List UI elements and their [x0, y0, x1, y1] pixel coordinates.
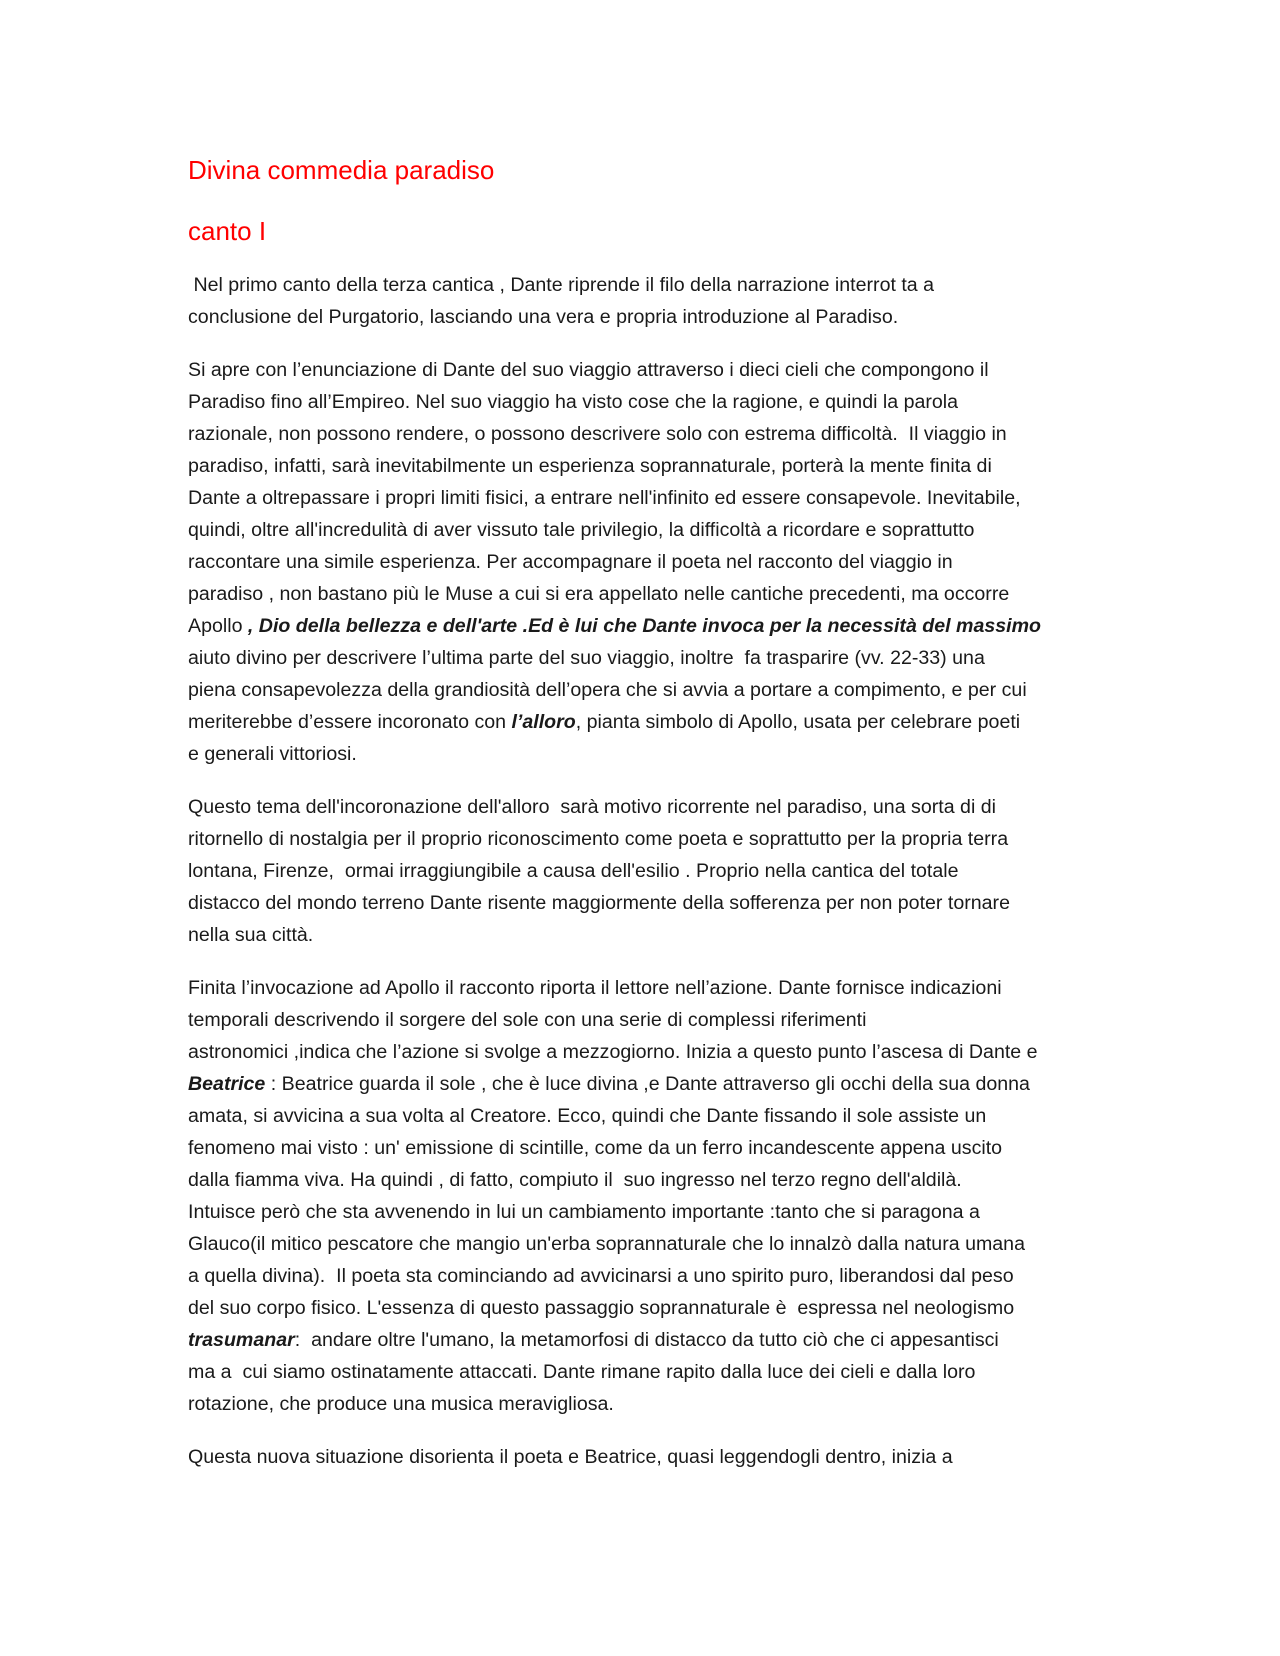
text-run: rotazione, che produce una musica meravigliosa. — [188, 1393, 614, 1415]
text-run: paradiso , non bastano più le Muse a cui si era appellato nelle cantiche precedenti, ma occorre — [188, 583, 1010, 605]
text-line — [188, 1356, 1088, 1388]
text-run: dalla fiamma viva. Ha quindi , di fatto, compiuto il suo ingresso nel terzo regno dell'aldilà. — [188, 1169, 962, 1191]
text-line — [188, 1004, 1088, 1036]
text-run: e generali vittoriosi. — [188, 743, 357, 765]
text-run: ritornello di nostalgia per il proprio riconoscimento come poeta e soprattutto per la propria terra — [188, 828, 1009, 850]
paragraph — [188, 354, 1088, 770]
text-line — [188, 1100, 1088, 1132]
text-line — [188, 1292, 1088, 1324]
text-line — [188, 269, 1088, 301]
document-body — [188, 269, 1088, 1473]
text-run: meriterebbe d’essere incoronato con — [188, 711, 512, 733]
text-line — [188, 1036, 1088, 1068]
text-line — [188, 450, 1088, 482]
text-run: amata, si avvicina a sua volta al Creatore. Ecco, quindi che Dante fissando il sole assiste un — [188, 1105, 987, 1127]
paragraph — [188, 269, 1088, 333]
paragraph — [188, 1441, 1088, 1473]
text-run: Finita l’invocazione ad Apollo il racconto riporta il lettore nell’azione. Dante fornisce indicazioni — [188, 977, 1002, 999]
text-line — [188, 1068, 1088, 1100]
text-line — [188, 706, 1088, 738]
emphasized-term: trasumanar — [188, 1329, 295, 1351]
text-line — [188, 610, 1088, 642]
text-run: , pianta simbolo di Apollo, usata per celebrare poeti — [575, 711, 1021, 733]
text-line — [188, 855, 1088, 887]
text-run: Apollo — [188, 615, 243, 637]
text-run: Paradiso fino all’Empireo. Nel suo viaggio ha visto cose che la ragione, e quindi la parola — [188, 391, 959, 413]
text-run: del suo corpo fisico. L'essenza di questo passaggio soprannaturale è espressa nel neologismo — [188, 1297, 1015, 1319]
text-line — [188, 972, 1088, 1004]
emphasized-term: Beatrice — [188, 1073, 266, 1095]
text-run: nella sua città. — [188, 924, 314, 946]
text-line — [188, 1260, 1088, 1292]
text-run: : andare oltre l'umano, la metamorfosi di distacco da tutto ciò che ci appesantisci — [294, 1329, 999, 1351]
text-line — [188, 642, 1088, 674]
text-run: Questa nuova situazione disorienta il poeta e Beatrice, quasi leggendogli dentro, inizia a — [188, 1446, 953, 1468]
text-line — [188, 1132, 1088, 1164]
text-run: Glauco(il mitico pescatore che mangio un'erba soprannaturale che lo innalzò dalla natura umana — [188, 1233, 1025, 1255]
text-line — [188, 791, 1088, 823]
text-line — [188, 354, 1088, 386]
text-line — [188, 823, 1088, 855]
text-run: aiuto divino per descrivere l’ultima parte del suo viaggio, inoltre fa trasparire (vv. 22-33) una — [188, 647, 985, 669]
emphasized-term: l’alloro — [511, 711, 576, 733]
text-line — [188, 674, 1088, 706]
text-run: : Beatrice guarda il sole , che è luce divina ,e Dante attraverso gli occhi della sua donna — [265, 1073, 1030, 1095]
text-run: raccontare una simile esperienza. Per accompagnare il poeta nel racconto del viaggio in — [188, 551, 953, 573]
document-subtitle: canto I — [188, 216, 267, 246]
text-run: paradiso, infatti, sarà inevitabilmente un esperienza soprannaturale, porterà la mente finita di — [188, 455, 992, 477]
paragraph — [188, 791, 1088, 951]
text-line — [188, 482, 1088, 514]
emphasized-term: , Dio della bellezza e dell'arte .Ed è lui che Dante invoca per la necessità del massimo — [242, 615, 1041, 637]
document-content — [188, 150, 1088, 1473]
text-run: ma a cui siamo ostinatamente attaccati. Dante rimane rapito dalla luce dei cieli e dalla loro — [188, 1361, 976, 1383]
text-line — [188, 1441, 1088, 1473]
text-run: razionale, non possono rendere, o possono descrivere solo con estrema difficoltà. Il viaggio in — [188, 423, 1007, 445]
text-line — [188, 738, 1088, 770]
text-run: a quella divina). Il poeta sta cominciando ad avvicinarsi a uno spirito puro, liberandosi dal peso — [188, 1265, 1014, 1287]
text-line — [188, 546, 1088, 578]
text-run: Nel primo canto della terza cantica , Dante riprende il filo della narrazione interrot ta a — [188, 274, 935, 296]
text-line — [188, 1164, 1088, 1196]
text-run: distacco del mondo terreno Dante risente maggiormente della sofferenza per non poter tornare — [188, 892, 1010, 914]
paragraph — [188, 972, 1088, 1420]
text-run: piena consapevolezza della grandiosità dell’opera che si avvia a portare a compimento, e per cui — [188, 679, 1027, 701]
text-run: Dante a oltrepassare i propri limiti fisici, a entrare nell'infinito ed essere consapevole. Inevitabile, — [188, 487, 1021, 509]
text-run: quindi, oltre all'incredulità di aver vissuto tale privilegio, la difficoltà a ricordare e soprattutto — [188, 519, 975, 541]
text-line — [188, 514, 1088, 546]
text-run: temporali descrivendo il sorgere del sole con una serie di complessi riferimenti — [188, 1009, 867, 1031]
text-line — [188, 578, 1088, 610]
text-run: Questo tema dell'incoronazione dell'alloro sarà motivo ricorrente nel paradiso, una sorta di di — [188, 796, 996, 818]
text-line — [188, 418, 1088, 450]
text-line — [188, 386, 1088, 418]
text-run: Intuisce però che sta avvenendo in lui un cambiamento importante :tanto che si paragona a — [188, 1201, 980, 1223]
text-run: fenomeno mai visto : un' emissione di scintille, come da un ferro incandescente appena uscito — [188, 1137, 1003, 1159]
text-line — [188, 1228, 1088, 1260]
text-line — [188, 301, 1088, 333]
text-line — [188, 1388, 1088, 1420]
text-run: astronomici ,indica che l’azione si svolge a mezzogiorno. Inizia a questo punto l’ascesa di Dante e — [188, 1041, 1038, 1063]
text-run: conclusione del Purgatorio, lasciando una vera e propria introduzione al Paradiso. — [188, 306, 899, 328]
text-run: lontana, Firenze, ormai irraggiungibile a causa dell'esilio . Proprio nella cantica del totale — [188, 860, 959, 882]
text-line — [188, 1324, 1088, 1356]
text-run: Si apre con l’enunciazione di Dante del suo viaggio attraverso i dieci cieli che compongono il — [188, 359, 989, 381]
text-line — [188, 1196, 1088, 1228]
text-line — [188, 887, 1088, 919]
text-line — [188, 919, 1088, 951]
document-title: Divina commedia paradiso — [188, 155, 495, 185]
